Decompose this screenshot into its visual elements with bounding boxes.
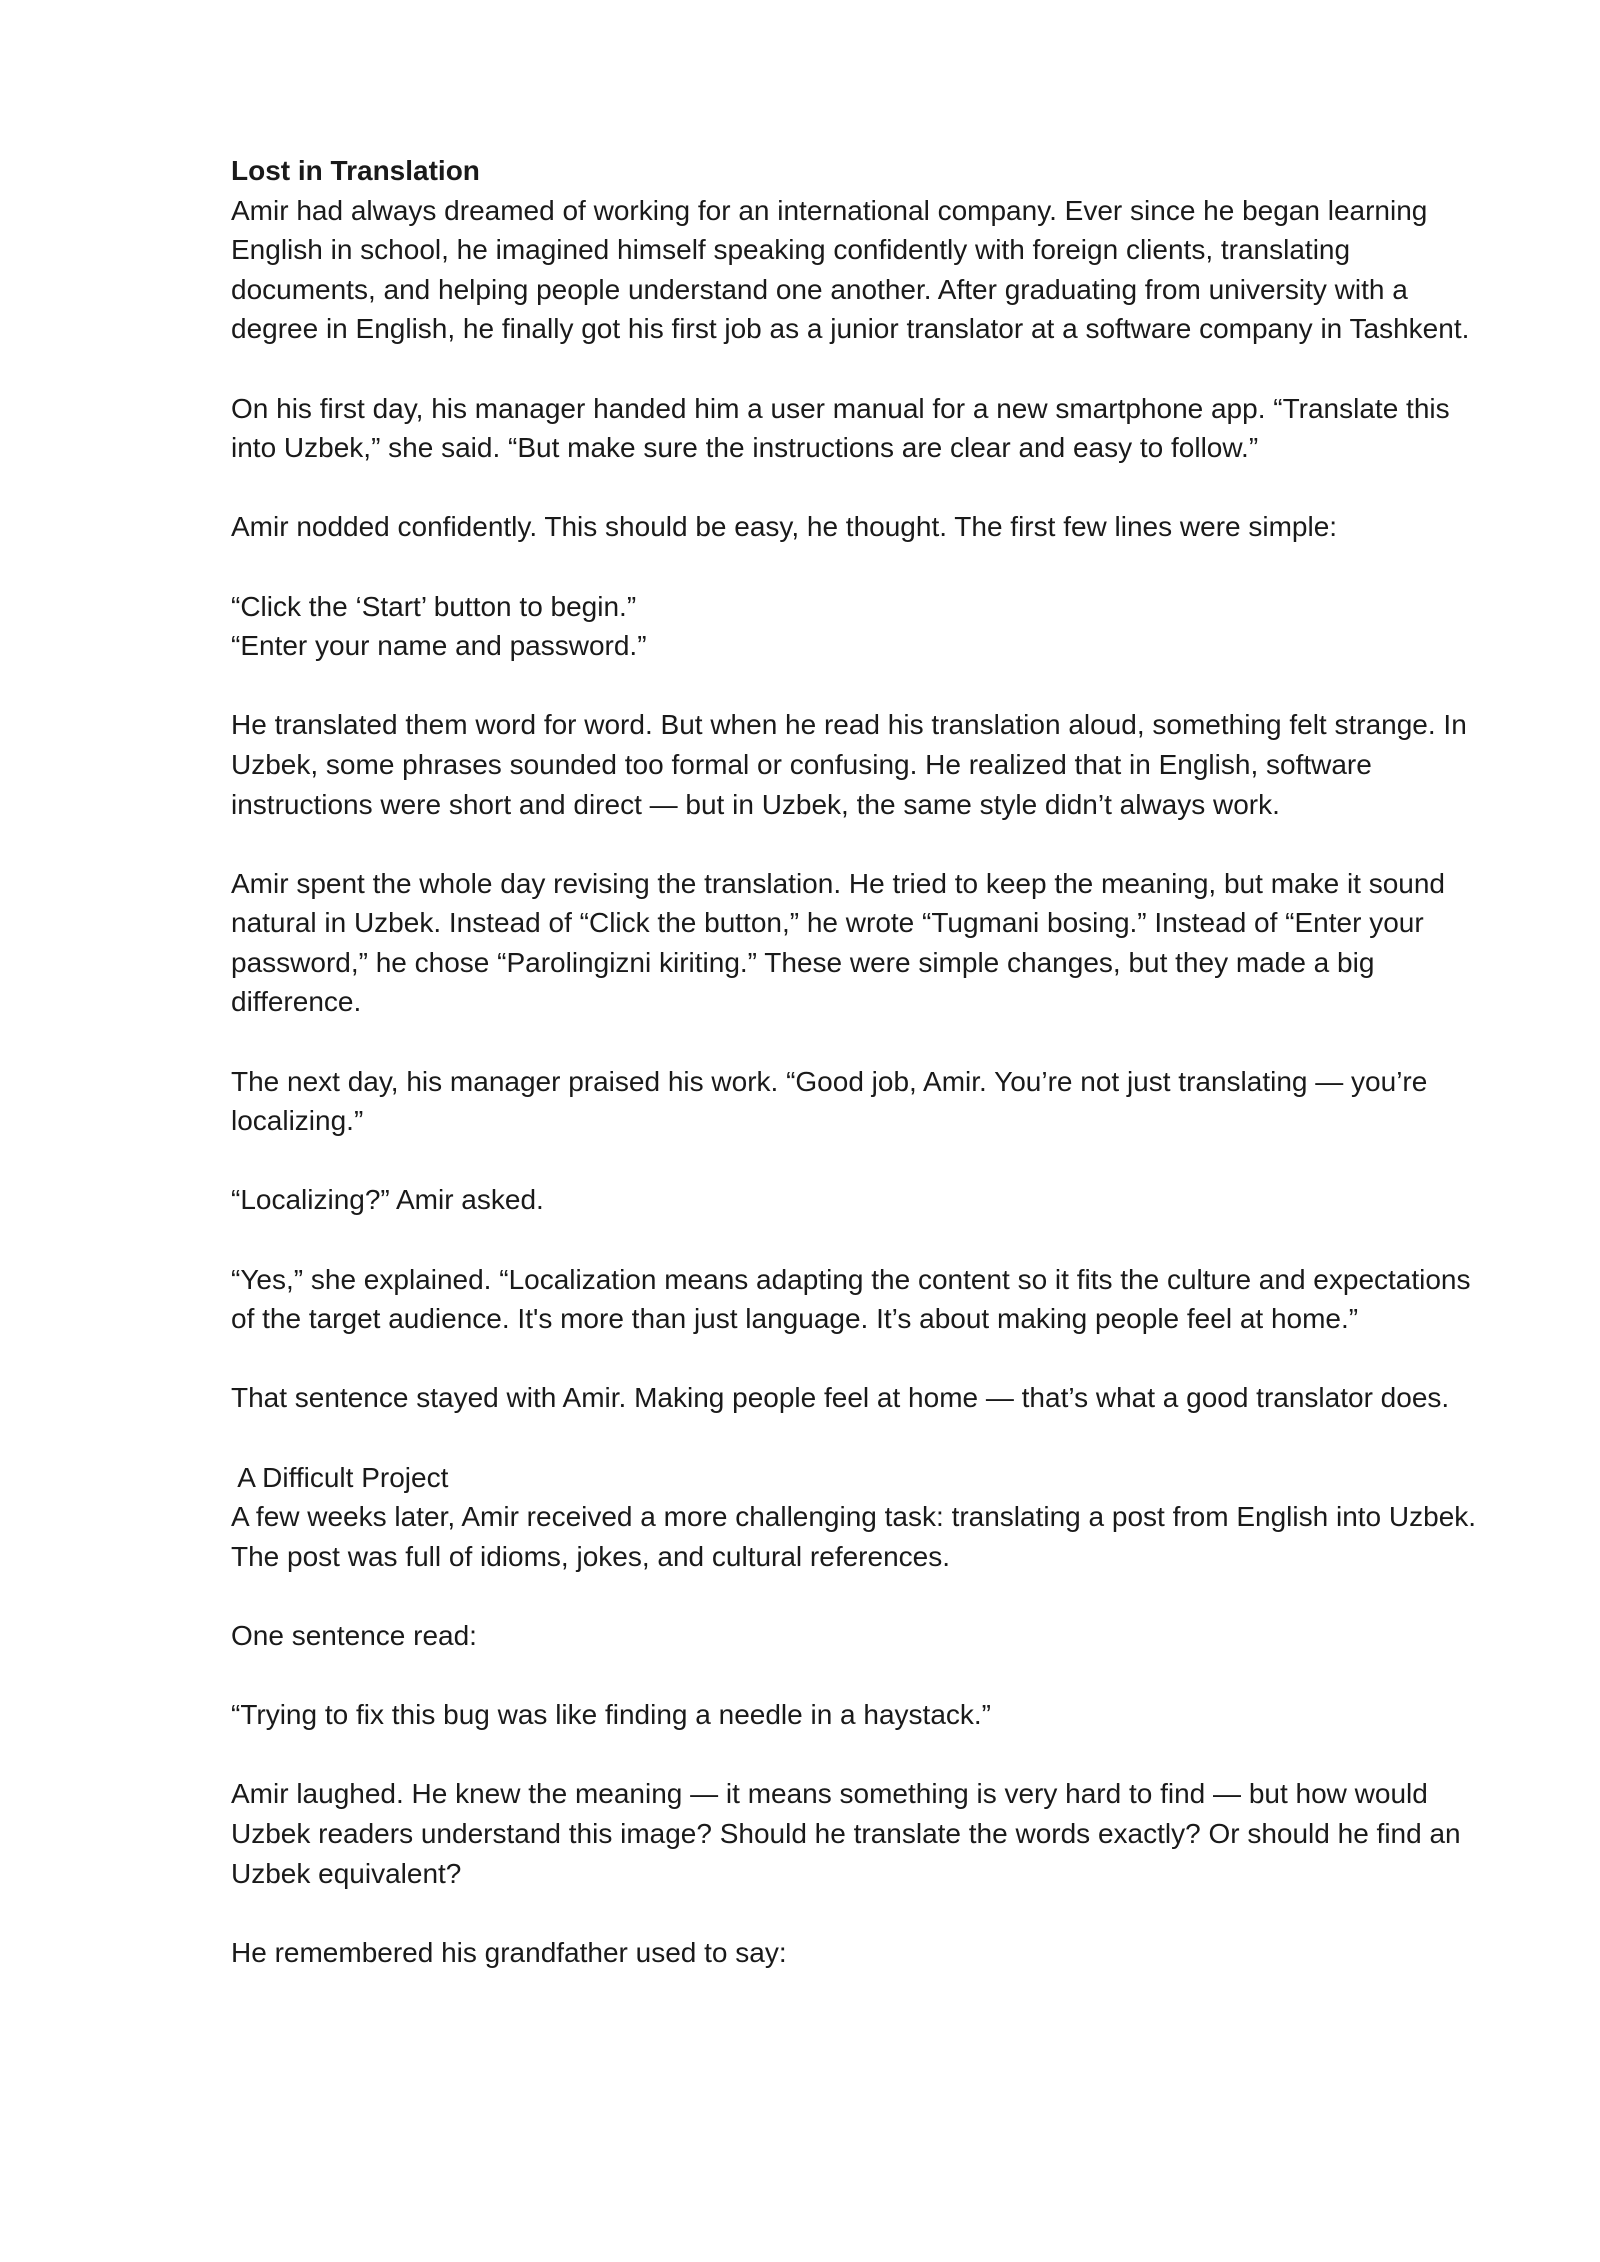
section-heading: A Difficult Project bbox=[231, 1461, 449, 1493]
quote-line: “Trying to fix this bug was like finding a needle in a haystack.” bbox=[231, 1699, 992, 1731]
paragraph: On his first day, his manager handed him a user manual for a new smartphone app. “Translate this into Uzbek,” she said. “But make sure the instructions are clear and easy to follow.” bbox=[231, 392, 1450, 464]
quote-line: “Click the ‘Start’ button to begin.” bbox=[231, 590, 637, 622]
quote-line: “Enter your name and password.” bbox=[231, 630, 647, 662]
paragraph: Amir spent the whole day revising the translation. He tried to keep the meaning, but make it sound natural in Uzbek. Instead of “Click the button,” he wrote “Tugmani bosing.” Instead of “Enter your password,” he chose “Parolingizni kiriting.” These were simple changes, but they made a big difference. bbox=[231, 867, 1446, 1018]
paragraph: Amir had always dreamed of working for an international company. Ever since he began learning English in school, he imagined himself speaking confidently with foreign clients, translating documents, and helping people understand one another. After graduating from university with a degree in English, he finally got his first job as a junior translator at a software company in Tashkent. bbox=[231, 194, 1470, 345]
document-body bbox=[231, 151, 1491, 2012]
paragraph: “Localizing?” Amir asked. bbox=[231, 1184, 544, 1216]
paragraph: He remembered his grandfather used to say: bbox=[231, 1936, 787, 1968]
paragraph: Amir laughed. He knew the meaning — it means something is very hard to find — but how would Uzbek readers understand this image? Should he translate the words exactly? Or should he find an Uzbek equivalent? bbox=[231, 1778, 1461, 1889]
paragraph: Amir nodded confidently. This should be easy, he thought. The first few lines were simple: bbox=[231, 511, 1338, 543]
document-title: Lost in Translation bbox=[231, 155, 480, 186]
paragraph: The next day, his manager praised his work. “Good job, Amir. You’re not just translating — you’re localizing.” bbox=[231, 1065, 1428, 1137]
paragraph: One sentence read: bbox=[231, 1619, 477, 1651]
paragraph: He translated them word for word. But when he read his translation aloud, something felt strange. In Uzbek, some phrases sounded too formal or confusing. He realized that in English, software instructions were short and direct — but in Uzbek, the same style didn’t always work. bbox=[231, 709, 1467, 820]
paragraph: A few weeks later, Amir received a more challenging task: translating a post from English into Uzbek. The post was full of idioms, jokes, and cultural references. bbox=[231, 1501, 1477, 1572]
paragraph: That sentence stayed with Amir. Making people feel at home — that’s what a good translator does. bbox=[231, 1382, 1450, 1414]
paragraph: “Yes,” she explained. “Localization means adapting the content so it fits the culture and expectations of the target audience. It's more than just language. It’s about making people feel at home.” bbox=[231, 1263, 1471, 1335]
